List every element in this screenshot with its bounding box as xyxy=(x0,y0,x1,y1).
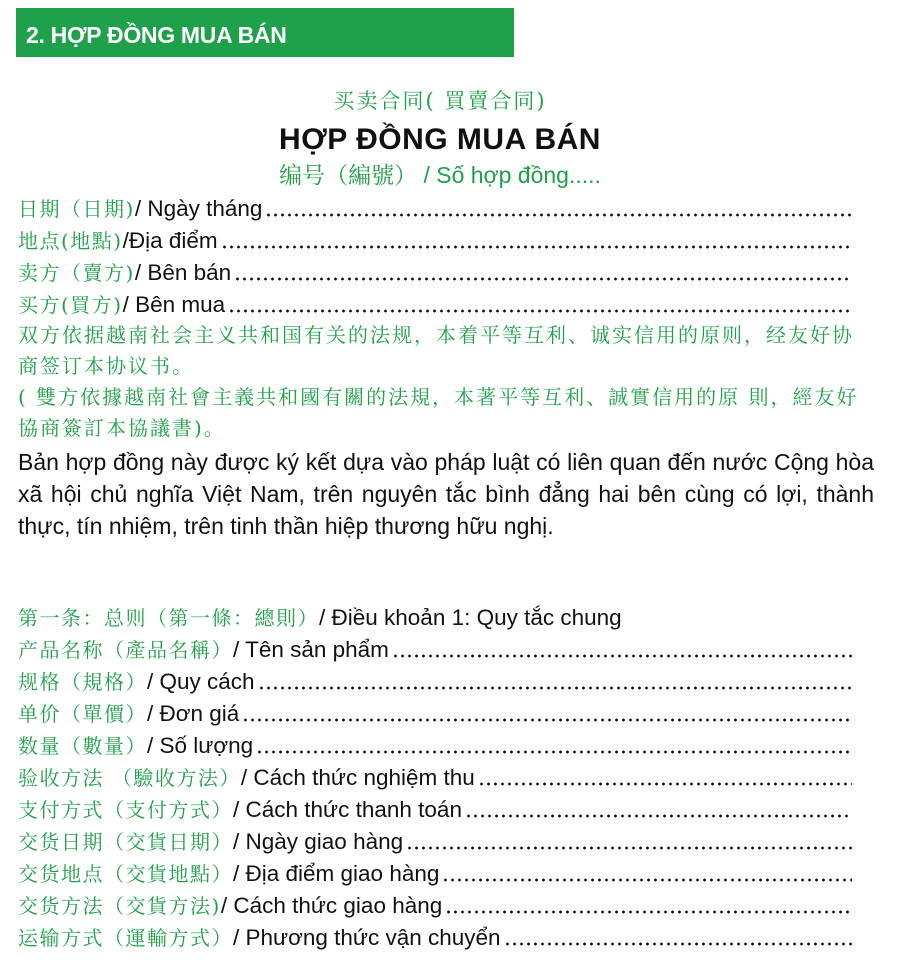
fill-in-line[interactable] xyxy=(465,814,852,818)
contract-number-label-chinese: 编号（編號） xyxy=(279,162,418,188)
fill-in-line[interactable] xyxy=(392,654,852,658)
field-label: / Cách thức thanh toán xyxy=(233,797,462,822)
field-label: / Phương thức vận chuyển xyxy=(233,925,501,950)
preamble-chinese-simplified: 双方依据越南社会主义共和国有关的法规，本着平等互利、诚实信用的原则，经友好协商签订本协议书。 xyxy=(18,323,854,378)
field-label: / Ngày tháng xyxy=(134,196,263,221)
section-title: 2. HỢP ĐỒNG MUA BÁN xyxy=(26,22,287,48)
field-row-delivery-date xyxy=(18,826,852,858)
field-label: / Số lượng xyxy=(147,733,254,758)
field-row-delivery-place xyxy=(18,858,852,890)
field-label: / Cách thức nghiệm thu xyxy=(240,765,475,790)
field-label-chinese: 买方(買方) xyxy=(18,293,123,317)
preamble-paragraph: Bản hợp đồng này được ký kết dựa vào pháp luật có liên quan đến nước Cộng hòa xã hội chủ nghĩa Việt Nam, trên nguyên tắc bình đẳng hai bên cùng có lợi, thành thực, tín nhiệm, trên tinh thần hiệp thương hữu nghị. xyxy=(18,449,874,539)
fill-in-line[interactable] xyxy=(504,942,852,946)
fill-in-line[interactable] xyxy=(234,277,852,281)
fill-in-line[interactable] xyxy=(445,910,852,914)
field-label: / Ngày giao hàng xyxy=(233,829,404,854)
field-label: / Quy cách xyxy=(147,669,255,694)
field-row-payment-method xyxy=(18,794,852,826)
field-row-transport-method xyxy=(18,922,852,954)
field-label: /Địa điểm xyxy=(122,228,218,253)
field-row-acceptance-method xyxy=(18,762,852,794)
fill-in-line[interactable] xyxy=(478,782,852,786)
field-label: / Cách thức giao hàng xyxy=(220,893,443,918)
section-banner xyxy=(16,8,514,57)
field-label-chinese: 运输方式（運輸方式） xyxy=(18,926,233,950)
field-row-buyer xyxy=(18,289,852,321)
fill-in-line[interactable] xyxy=(406,846,852,850)
field-label-chinese: 交货方法（交貨方法) xyxy=(18,894,221,918)
article-heading-chinese: 第一条：总则（第一條：總則） xyxy=(18,606,319,630)
field-label-chinese: 数量（數量） xyxy=(18,734,147,758)
fill-in-line[interactable] xyxy=(256,750,852,754)
preamble-chinese-traditional: ( 雙方依據越南社會主義共和國有關的法規，本著平等互利、誠實信用的原 則，經友好協商簽訂本協議書)。 xyxy=(18,385,859,440)
fill-in-line[interactable] xyxy=(221,245,852,249)
field-row-unit-price xyxy=(18,698,852,730)
field-label-chinese: 日期（日期) xyxy=(18,197,135,221)
field-label-chinese: 地点(地點) xyxy=(18,229,123,253)
field-label-chinese: 产品名称（產品名稱） xyxy=(18,638,233,662)
field-label: / Bên mua xyxy=(122,292,226,317)
fill-in-line[interactable] xyxy=(228,309,852,313)
field-label-chinese: 卖方（賣方) xyxy=(18,261,135,285)
field-row-product-name xyxy=(18,634,852,666)
field-label-chinese: 规格（規格） xyxy=(18,670,147,694)
field-label: / Bên bán xyxy=(134,260,232,285)
contract-number-line xyxy=(0,158,880,192)
field-label-chinese: 单价（單價） xyxy=(18,702,147,726)
field-row-delivery-method xyxy=(18,890,852,922)
contract-title-chinese: 买卖合同( 買賣合同) xyxy=(333,89,547,113)
article-heading: / Điều khoản 1: Quy tắc chung xyxy=(319,605,622,630)
contract-number-label: / Số hợp đồng..... xyxy=(417,162,601,188)
field-row-seller xyxy=(18,257,852,289)
field-row-date xyxy=(18,193,852,225)
fill-in-line[interactable] xyxy=(242,718,852,722)
fill-in-line[interactable] xyxy=(442,878,852,882)
field-label: / Địa điểm giao hàng xyxy=(233,861,440,886)
field-row-quantity xyxy=(18,730,852,762)
field-label-chinese: 交货地点（交貨地點） xyxy=(18,862,233,886)
contract-title: HỢP ĐỒNG MUA BÁN xyxy=(279,123,601,156)
field-label-chinese: 交货日期（交貨日期） xyxy=(18,830,233,854)
field-label: / Đơn giá xyxy=(147,701,240,726)
field-label-chinese: 验收方法 （驗收方法） xyxy=(18,766,241,790)
field-row-specification xyxy=(18,666,852,698)
article-1-heading xyxy=(18,602,852,634)
field-row-place xyxy=(18,225,852,257)
field-label-chinese: 支付方式（支付方式） xyxy=(18,798,233,822)
field-label: / Tên sản phẩm xyxy=(233,637,389,662)
fill-in-line[interactable] xyxy=(265,213,852,217)
fill-in-line[interactable] xyxy=(258,686,852,690)
